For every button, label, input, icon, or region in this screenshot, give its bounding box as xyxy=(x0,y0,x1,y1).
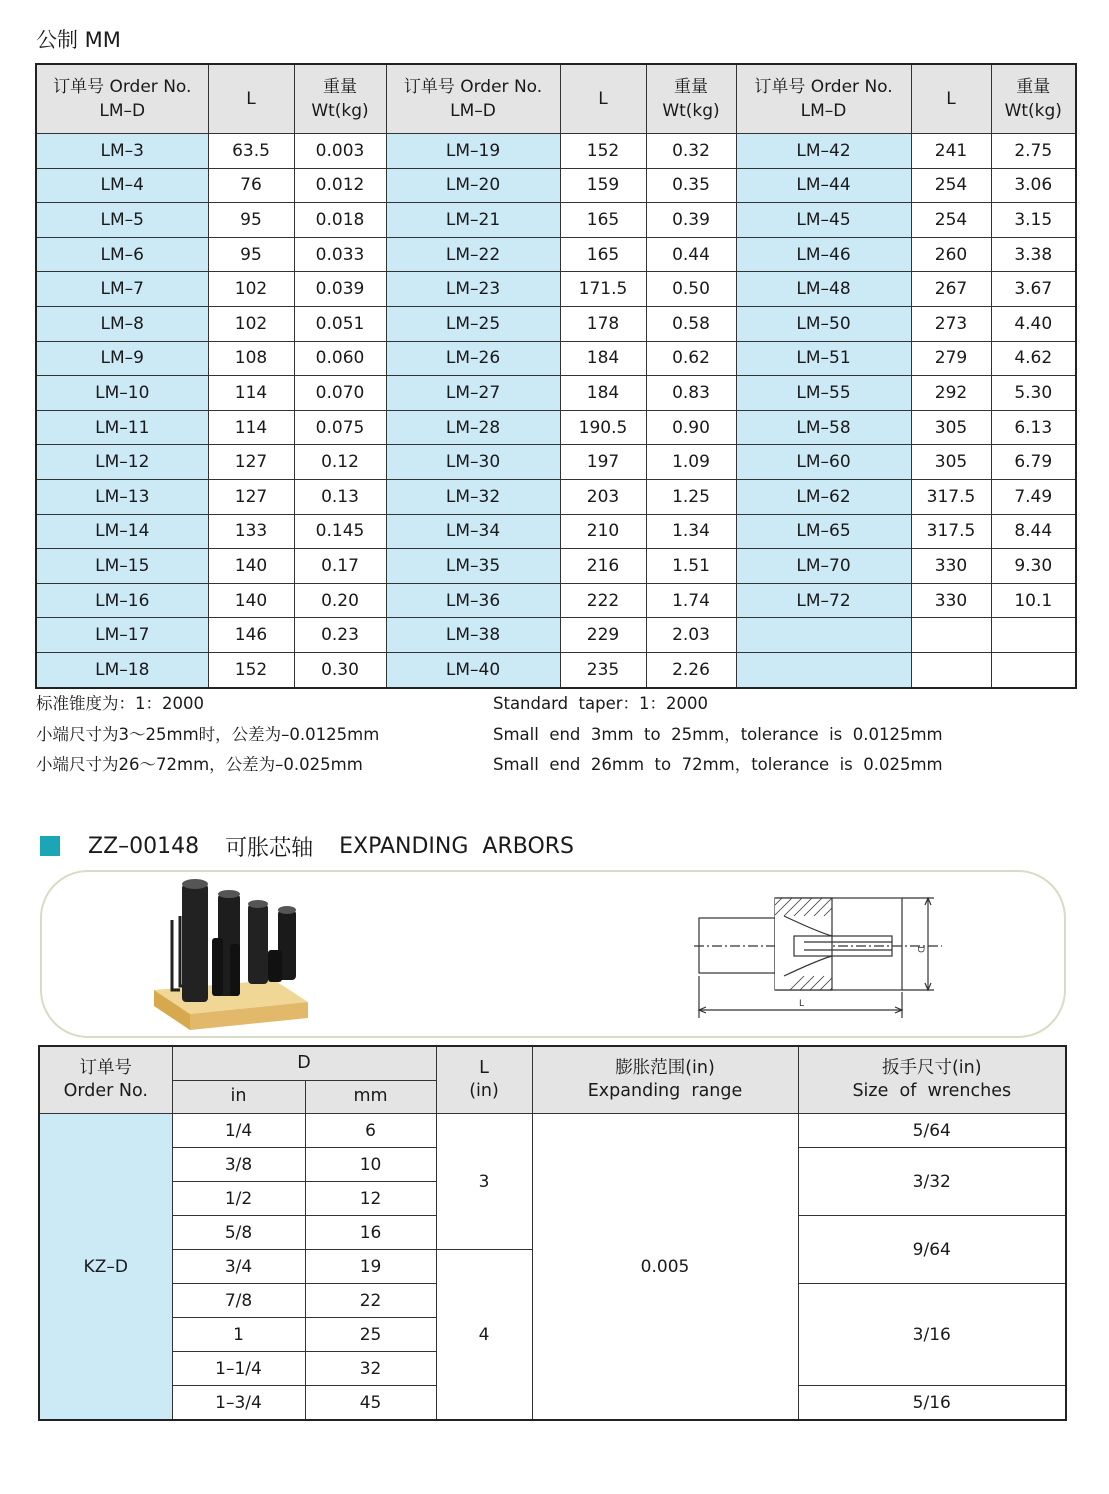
table-row xyxy=(36,341,1076,376)
note-line: Standard taper：1：2000 xyxy=(493,694,709,713)
length-cell: 330 xyxy=(911,549,991,584)
kz-arbor-table xyxy=(38,1045,1067,1421)
d-mm-cell: 25 xyxy=(305,1318,436,1352)
order-no-cell: LM–50 xyxy=(736,306,911,341)
header-cell xyxy=(386,64,560,134)
weight-cell: 3.06 xyxy=(991,168,1076,203)
weight-cell: 0.20 xyxy=(294,583,386,618)
order-no-cell: LM–46 xyxy=(736,237,911,272)
weight-cell: 10.1 xyxy=(991,583,1076,618)
order-no-cell: LM–19 xyxy=(386,134,560,169)
d-in-cell: 5/8 xyxy=(172,1216,305,1250)
weight-cell: 0.075 xyxy=(294,410,386,445)
header-cell xyxy=(36,64,208,134)
wrench-cell: 3/16 xyxy=(798,1284,1066,1386)
length-cell: 133 xyxy=(208,514,294,549)
notes-english xyxy=(493,689,943,781)
weight-cell: 0.070 xyxy=(294,376,386,411)
table-row xyxy=(36,583,1076,618)
length-cell: 305 xyxy=(911,445,991,480)
length-cell: 102 xyxy=(208,272,294,307)
length-cell: 165 xyxy=(560,203,646,238)
d-in-cell: 1 xyxy=(172,1318,305,1352)
length-cell: 292 xyxy=(911,376,991,411)
header-l-label: L xyxy=(479,1058,489,1078)
note-line: Small end 26mm to 72mm，tolerance is 0.025mm xyxy=(493,755,943,774)
weight-cell: 0.003 xyxy=(294,134,386,169)
order-no-cell: LM–10 xyxy=(36,376,208,411)
header-line-2: LM–D xyxy=(800,101,847,121)
header-cell xyxy=(208,64,294,134)
header-d-mm: mm xyxy=(305,1080,436,1114)
expanding-range-cell: 0.005 xyxy=(532,1114,798,1421)
header-line-1: 订单号 Order No. xyxy=(53,77,192,97)
d-mm-cell: 22 xyxy=(305,1284,436,1318)
length-cell: 140 xyxy=(208,549,294,584)
order-no-cell: LM–21 xyxy=(386,203,560,238)
header-d-in: in xyxy=(172,1080,305,1114)
table-row xyxy=(36,479,1076,514)
weight-cell: 0.033 xyxy=(294,237,386,272)
table-row xyxy=(36,203,1076,238)
order-no-cell: LM–35 xyxy=(386,549,560,584)
length-cell: 317.5 xyxy=(911,514,991,549)
order-no-cell: LM–48 xyxy=(736,272,911,307)
order-no-cell: LM–4 xyxy=(36,168,208,203)
length-cell: 260 xyxy=(911,237,991,272)
l-cell: 4 xyxy=(436,1250,532,1421)
table-row xyxy=(36,445,1076,480)
order-no-cell: LM–51 xyxy=(736,341,911,376)
length-cell: 114 xyxy=(208,376,294,411)
weight-cell: 3.15 xyxy=(991,203,1076,238)
weight-cell: 1.74 xyxy=(646,583,736,618)
order-no-cell: LM–3 xyxy=(36,134,208,169)
length-cell: 279 xyxy=(911,341,991,376)
length-cell: 108 xyxy=(208,341,294,376)
arbor-technical-drawing xyxy=(694,898,942,1018)
header-order-en: Order No. xyxy=(63,1081,148,1101)
order-no-cell xyxy=(736,618,911,653)
length-cell: 140 xyxy=(208,583,294,618)
weight-cell: 7.49 xyxy=(991,479,1076,514)
order-no-cell: LM–25 xyxy=(386,306,560,341)
wrench-cell: 3/32 xyxy=(798,1148,1066,1216)
order-no-cell: LM–5 xyxy=(36,203,208,238)
header-l xyxy=(436,1046,532,1114)
table-row xyxy=(36,514,1076,549)
header-cell xyxy=(736,64,911,134)
length-cell: 273 xyxy=(911,306,991,341)
header-wrench-cn: 扳手尺寸(in) xyxy=(881,1058,982,1078)
weight-cell: 9.30 xyxy=(991,549,1076,584)
wrench-cell: 9/64 xyxy=(798,1216,1066,1284)
order-no-cell: LM–7 xyxy=(36,272,208,307)
order-no-cell: LM–45 xyxy=(736,203,911,238)
order-no-cell: LM–30 xyxy=(386,445,560,480)
order-no-cell: KZ–D xyxy=(39,1114,172,1421)
weight-cell: 1.09 xyxy=(646,445,736,480)
section-marker-icon xyxy=(40,836,60,856)
order-no-cell: LM–42 xyxy=(736,134,911,169)
length-cell: 210 xyxy=(560,514,646,549)
header-line-1: 订单号 Order No. xyxy=(403,77,543,97)
length-cell: 254 xyxy=(911,168,991,203)
order-no-cell: LM–65 xyxy=(736,514,911,549)
arbor-set-photo xyxy=(154,879,308,1030)
d-mm-cell: 6 xyxy=(305,1114,436,1148)
order-no-cell: LM–34 xyxy=(386,514,560,549)
header-wrench-en: Size of wrenches xyxy=(852,1081,1012,1101)
order-no-cell: LM–14 xyxy=(36,514,208,549)
length-cell: 165 xyxy=(560,237,646,272)
wrench-cell: 5/16 xyxy=(798,1386,1066,1421)
weight-cell: 0.30 xyxy=(294,652,386,687)
lm-size-table xyxy=(35,63,1077,689)
order-no-cell xyxy=(736,652,911,687)
length-cell: 178 xyxy=(560,306,646,341)
weight-cell: 4.40 xyxy=(991,306,1076,341)
length-cell: 203 xyxy=(560,479,646,514)
weight-cell: 0.145 xyxy=(294,514,386,549)
d-mm-cell: 12 xyxy=(305,1182,436,1216)
length-cell: 152 xyxy=(560,134,646,169)
note-line: 小端尺寸为26～72mm，公差为–0.025mm xyxy=(36,755,363,774)
header-l-unit: (in) xyxy=(469,1081,499,1101)
order-no-cell: LM–70 xyxy=(736,549,911,584)
weight-cell: 0.50 xyxy=(646,272,736,307)
order-no-cell: LM–16 xyxy=(36,583,208,618)
weight-cell: 0.018 xyxy=(294,203,386,238)
weight-cell: 0.039 xyxy=(294,272,386,307)
header-range-en: Expanding range xyxy=(587,1081,743,1101)
header-d: D xyxy=(172,1046,436,1080)
order-no-cell: LM–6 xyxy=(36,237,208,272)
order-no-cell: LM–9 xyxy=(36,341,208,376)
weight-cell xyxy=(991,618,1076,653)
header-wrench-size xyxy=(798,1046,1066,1114)
note-line: 标准锥度为：1：2000 xyxy=(36,694,204,713)
length-cell: 127 xyxy=(208,445,294,480)
length-cell: 114 xyxy=(208,410,294,445)
d-in-cell: 7/8 xyxy=(172,1284,305,1318)
table-row xyxy=(36,410,1076,445)
weight-cell: 0.13 xyxy=(294,479,386,514)
order-no-cell: LM–17 xyxy=(36,618,208,653)
length-cell: 159 xyxy=(560,168,646,203)
weight-cell: 2.75 xyxy=(991,134,1076,169)
section-title-en: EXPANDING ARBORS xyxy=(339,833,575,859)
header-line-2: Wt(kg) xyxy=(311,101,369,121)
d-mm-cell: 45 xyxy=(305,1386,436,1421)
order-no-cell: LM–38 xyxy=(386,618,560,653)
label-l: L xyxy=(799,999,805,1009)
kz-header-row-1 xyxy=(39,1046,1066,1080)
table-row xyxy=(36,549,1076,584)
product-image-panel xyxy=(40,870,1066,1038)
length-cell: 241 xyxy=(911,134,991,169)
weight-cell: 2.03 xyxy=(646,618,736,653)
length-cell: 216 xyxy=(560,549,646,584)
length-cell: 184 xyxy=(560,341,646,376)
length-cell: 267 xyxy=(911,272,991,307)
d-in-cell: 1–1/4 xyxy=(172,1352,305,1386)
length-cell: 254 xyxy=(911,203,991,238)
weight-cell: 0.90 xyxy=(646,410,736,445)
order-no-cell: LM–11 xyxy=(36,410,208,445)
metric-title: 公制 MM xyxy=(36,28,121,52)
order-no-cell: LM–22 xyxy=(386,237,560,272)
order-no-cell: LM–15 xyxy=(36,549,208,584)
order-no-cell: LM–8 xyxy=(36,306,208,341)
order-no-cell: LM–32 xyxy=(386,479,560,514)
weight-cell: 3.67 xyxy=(991,272,1076,307)
weight-cell: 0.58 xyxy=(646,306,736,341)
weight-cell: 0.012 xyxy=(294,168,386,203)
order-no-cell: LM–13 xyxy=(36,479,208,514)
length-cell: 190.5 xyxy=(560,410,646,445)
note-line: Small end 3mm to 25mm，tolerance is 0.0125mm xyxy=(493,724,943,744)
length-cell: 95 xyxy=(208,237,294,272)
d-in-cell: 3/8 xyxy=(172,1148,305,1182)
order-no-cell: LM–55 xyxy=(736,376,911,411)
weight-cell: 0.62 xyxy=(646,341,736,376)
d-mm-cell: 10 xyxy=(305,1148,436,1182)
header-line-1: 订单号 Order No. xyxy=(754,77,893,97)
order-no-cell: LM–23 xyxy=(386,272,560,307)
weight-cell: 3.38 xyxy=(991,237,1076,272)
d-mm-cell: 16 xyxy=(305,1216,436,1250)
weight-cell: 0.39 xyxy=(646,203,736,238)
length-cell: 222 xyxy=(560,583,646,618)
order-no-cell: LM–36 xyxy=(386,583,560,618)
weight-cell: 0.051 xyxy=(294,306,386,341)
weight-cell: 0.32 xyxy=(646,134,736,169)
header-range-cn: 膨胀范围(in) xyxy=(615,1058,715,1078)
header-line-2: Wt(kg) xyxy=(662,101,720,121)
header-expanding-range xyxy=(532,1046,798,1114)
header-cell xyxy=(911,64,991,134)
weight-cell: 0.17 xyxy=(294,549,386,584)
order-no-cell: LM–44 xyxy=(736,168,911,203)
length-cell: 146 xyxy=(208,618,294,653)
length-cell: 184 xyxy=(560,376,646,411)
header-line-1: 重量 xyxy=(323,77,357,97)
d-mm-cell: 32 xyxy=(305,1352,436,1386)
header-line-1: L xyxy=(246,89,256,109)
lm-table-header xyxy=(36,64,1076,134)
length-cell: 76 xyxy=(208,168,294,203)
header-line-2: LM–D xyxy=(99,101,146,121)
weight-cell: 0.35 xyxy=(646,168,736,203)
length-cell: 197 xyxy=(560,445,646,480)
table-row xyxy=(36,652,1076,687)
length-cell: 305 xyxy=(911,410,991,445)
length-cell xyxy=(911,618,991,653)
section-heading xyxy=(40,832,600,860)
weight-cell: 0.23 xyxy=(294,618,386,653)
note-line: 小端尺寸为3～25mm时，公差为–0.0125mm xyxy=(36,724,380,744)
order-no-cell: LM–28 xyxy=(386,410,560,445)
table-row xyxy=(36,306,1076,341)
section-code: ZZ–00148 xyxy=(88,833,200,859)
header-line-1: 重量 xyxy=(1016,77,1051,97)
order-no-cell: LM–18 xyxy=(36,652,208,687)
length-cell: 152 xyxy=(208,652,294,687)
header-line-1: L xyxy=(598,89,608,109)
order-no-cell: LM–40 xyxy=(386,652,560,687)
weight-cell: 6.13 xyxy=(991,410,1076,445)
order-no-cell: LM–12 xyxy=(36,445,208,480)
product-illustration xyxy=(42,872,1064,1036)
length-cell: 171.5 xyxy=(560,272,646,307)
header-cell xyxy=(294,64,386,134)
weight-cell: 5.30 xyxy=(991,376,1076,411)
table-row xyxy=(36,237,1076,272)
order-no-cell: LM–58 xyxy=(736,410,911,445)
table-row xyxy=(36,168,1076,203)
order-no-cell: LM–27 xyxy=(386,376,560,411)
header-cell xyxy=(991,64,1076,134)
length-cell: 229 xyxy=(560,618,646,653)
header-cell xyxy=(560,64,646,134)
weight-cell: 1.51 xyxy=(646,549,736,584)
wrench-cell: 5/64 xyxy=(798,1114,1066,1148)
length-cell: 127 xyxy=(208,479,294,514)
weight-cell: 0.12 xyxy=(294,445,386,480)
header-order-cn: 订单号 xyxy=(79,1058,132,1078)
d-in-cell: 1/4 xyxy=(172,1114,305,1148)
header-line-1: 重量 xyxy=(674,77,708,97)
header-line-2: LM–D xyxy=(450,101,496,121)
order-no-cell: LM–20 xyxy=(386,168,560,203)
weight-cell: 6.79 xyxy=(991,445,1076,480)
notes-chinese xyxy=(36,689,379,781)
weight-cell xyxy=(991,652,1076,687)
table-row xyxy=(39,1114,1066,1148)
d-mm-cell: 19 xyxy=(305,1250,436,1284)
l-cell: 3 xyxy=(436,1114,532,1250)
d-in-cell: 1/2 xyxy=(172,1182,305,1216)
weight-cell: 0.060 xyxy=(294,341,386,376)
header-order-no xyxy=(39,1046,172,1114)
d-in-cell: 1–3/4 xyxy=(172,1386,305,1421)
table-row xyxy=(36,618,1076,653)
order-no-cell: LM–60 xyxy=(736,445,911,480)
table-row xyxy=(36,272,1076,307)
weight-cell: 2.26 xyxy=(646,652,736,687)
length-cell: 63.5 xyxy=(208,134,294,169)
weight-cell: 0.44 xyxy=(646,237,736,272)
length-cell: 317.5 xyxy=(911,479,991,514)
weight-cell: 4.62 xyxy=(991,341,1076,376)
length-cell: 102 xyxy=(208,306,294,341)
header-line-2: Wt(kg) xyxy=(1004,101,1062,121)
weight-cell: 8.44 xyxy=(991,514,1076,549)
order-no-cell: LM–72 xyxy=(736,583,911,618)
header-line-1: L xyxy=(946,89,956,109)
section-title-cn: 可胀芯轴 xyxy=(225,835,314,861)
length-cell: 235 xyxy=(560,652,646,687)
order-no-cell: LM–62 xyxy=(736,479,911,514)
length-cell: 330 xyxy=(911,583,991,618)
length-cell xyxy=(911,652,991,687)
length-cell: 95 xyxy=(208,203,294,238)
table-row xyxy=(36,134,1076,169)
weight-cell: 0.83 xyxy=(646,376,736,411)
table-row xyxy=(36,376,1076,411)
header-cell xyxy=(646,64,736,134)
weight-cell: 1.25 xyxy=(646,479,736,514)
label-d: D xyxy=(915,946,925,953)
order-no-cell: LM–26 xyxy=(386,341,560,376)
d-in-cell: 3/4 xyxy=(172,1250,305,1284)
weight-cell: 1.34 xyxy=(646,514,736,549)
